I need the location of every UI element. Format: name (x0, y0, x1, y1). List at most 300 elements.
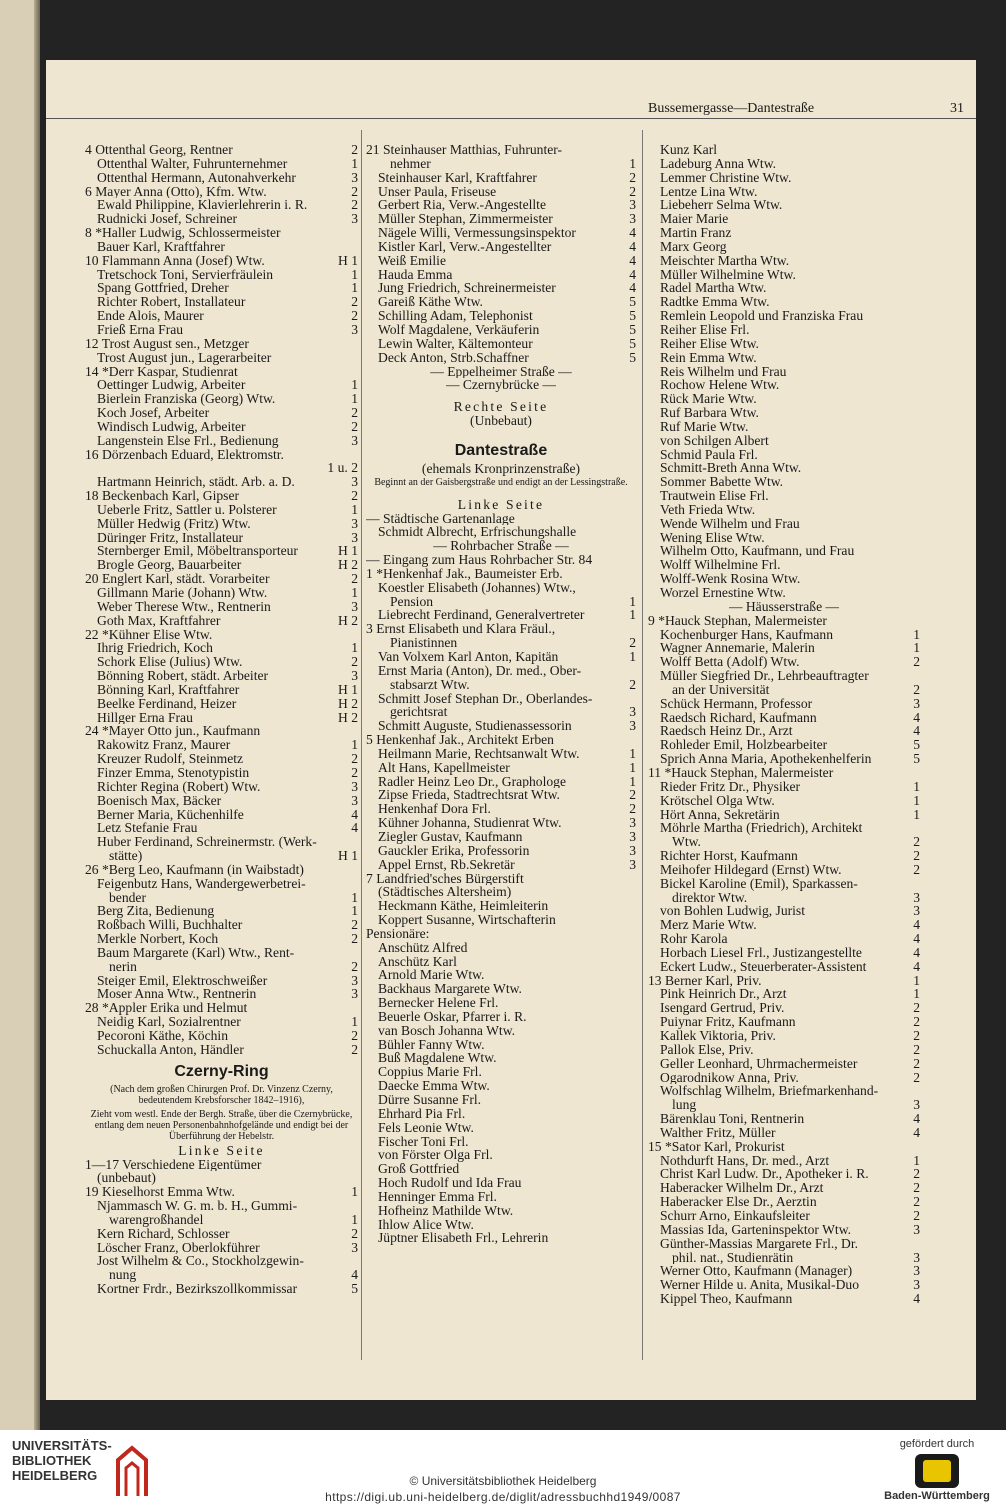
entry-text: Weiß Emilie (378, 253, 446, 268)
floor-number: 1 (351, 378, 358, 393)
entry-text: Ihlow Alice Wtw. (378, 1217, 474, 1232)
floor-number (633, 1038, 636, 1052)
directory-entry (85, 378, 358, 392)
entry-text: Kochenburger Hans, Kaufmann (660, 627, 834, 642)
floor-number (633, 567, 636, 581)
floor-number (917, 392, 920, 406)
floor-number: 2 (913, 1181, 920, 1196)
directory-entry (366, 198, 636, 212)
floor-number (355, 448, 358, 462)
entry-text: gerichtsrat (390, 705, 448, 720)
directory-entry (85, 628, 358, 642)
entry-text: Jüptner Elisabeth Frl., Lehrerin (378, 1231, 549, 1246)
left-page-edge (0, 0, 40, 1430)
directory-entry (366, 295, 636, 309)
directory-entry (366, 1121, 636, 1135)
floor-number (355, 724, 358, 738)
directory-entry (85, 863, 358, 877)
entry-text: Schmitt Auguste, Studienassessorin (378, 719, 572, 734)
floor-number: 5 (629, 295, 636, 310)
entry-text: Ende Alois, Maurer (97, 309, 204, 323)
directory-entry (648, 1071, 920, 1085)
directory-entry (85, 212, 358, 226)
floor-number: 2 (913, 655, 920, 670)
entry-text: Moser Anna Wtw., Rentnerin (97, 987, 257, 1002)
floor-number: 1 (351, 586, 358, 600)
directory-entry (366, 240, 636, 254)
column-divider (361, 130, 362, 1360)
floor-number (633, 692, 636, 706)
floor-number (917, 877, 920, 891)
floor-number: 1 (351, 1015, 358, 1029)
column-left (85, 143, 358, 1296)
entry-text: Lentze Lina Wtw. (660, 184, 758, 199)
directory-entry (366, 309, 636, 323)
floor-number: 2 (351, 572, 358, 586)
floor-number: 2 (913, 849, 920, 863)
floor-number: 2 (913, 1029, 920, 1043)
floor-number: 2 (913, 835, 920, 850)
entry-text: 18 Beckenbach Karl, Gipser (85, 489, 240, 503)
directory-entry (366, 567, 636, 581)
directory-entry (648, 254, 920, 268)
floor-number (917, 475, 920, 489)
floor-number: 3 (351, 433, 358, 448)
floor-number: 3 (913, 904, 920, 919)
floor-number: 3 (351, 1240, 358, 1255)
section-label-text: (ehemals Kronprinzenstraße) (421, 461, 581, 476)
directory-entry (648, 420, 920, 434)
floor-number (917, 821, 920, 835)
floor-number: 3 (913, 1222, 920, 1237)
floor-number: 2 (629, 802, 636, 817)
directory-entry (648, 738, 920, 752)
entry-text: Bierlein Franziska (Georg) Wtw. (97, 392, 276, 407)
spacer (366, 490, 636, 498)
floor-number (633, 1107, 636, 1121)
section-label (85, 1144, 358, 1158)
directory-entry (366, 844, 636, 858)
directory-entry (85, 835, 358, 849)
directory-entry (366, 802, 636, 816)
entry-text: Rudnicki Josef, Schreiner (97, 212, 238, 227)
floor-number (917, 558, 920, 572)
entry-text: Koppert Susanne, Wirtschafterin (378, 913, 556, 927)
directory-entry (366, 268, 636, 282)
directory-entry (648, 1029, 920, 1043)
entry-text: Weber Therese Wtw., Rentnerin (97, 599, 271, 614)
entry-text: Beelke Ferdinand, Heizer (97, 696, 237, 711)
floor-number: 1 (351, 392, 358, 407)
entry-text: Ehrhard Pia Frl. (378, 1106, 466, 1121)
entry-text: Ihrig Friedrich, Koch (97, 641, 213, 656)
entry-text: Löscher Franz, Oberlokführer (97, 1240, 260, 1255)
entry-text: Rohr Karola (660, 932, 728, 946)
directory-entry (648, 309, 920, 323)
floor-number (355, 835, 358, 849)
directory-entry (648, 475, 920, 489)
floor-number: 4 (629, 253, 636, 268)
floor-number: 4 (351, 821, 358, 836)
directory-entry (648, 1209, 920, 1223)
floor-number (633, 1121, 636, 1135)
copyright-notice: © Universitätsbibliothek Heidelberg (409, 1474, 597, 1488)
directory-entry (366, 226, 636, 240)
directory-entry (85, 517, 358, 531)
entry-text: 15 *Sator Karl, Prokurist (648, 1139, 785, 1154)
directory-entry (648, 960, 920, 974)
entry-text: 26 *Berg Leo, Kaufmann (in Waibstadt) (85, 862, 304, 877)
directory-entry (648, 1084, 920, 1098)
floor-number: 4 (629, 226, 636, 240)
floor-number: 1 (629, 650, 636, 664)
directory-entry (85, 891, 358, 905)
directory-entry (85, 683, 358, 697)
entry-text: Bärenklau Toni, Rentnerin (660, 1112, 805, 1126)
floor-number (917, 268, 920, 282)
entry-text: von Schilgen Albert (660, 433, 769, 448)
directory-entry (648, 1292, 920, 1306)
directory-entry (648, 1195, 920, 1209)
directory-entry (366, 525, 636, 539)
entry-text: 13 Berner Karl, Priv. (648, 973, 762, 988)
floor-number: H 1 (337, 544, 358, 559)
directory-entry (648, 711, 920, 725)
logo-line: BIBLIOTHEK (12, 1453, 92, 1468)
directory-entry (648, 268, 920, 282)
floor-number (633, 1190, 636, 1204)
floor-number: 4 (629, 267, 636, 282)
directory-entry (85, 1241, 358, 1255)
logo-line: UNIVERSITÄTS- (12, 1438, 112, 1453)
floor-number: 5 (351, 1282, 358, 1296)
entry-text: Merkle Norbert, Koch (97, 932, 219, 946)
floor-number: 2 (351, 1042, 358, 1057)
floor-number: H 2 (337, 710, 358, 725)
floor-number: 4 (913, 959, 920, 974)
entry-text: 16 Dörzenbach Eduard, Elektromstr. (85, 447, 284, 462)
entry-text: Heckmann Käthe, Heimleiterin (378, 899, 549, 914)
entry-text: Wolfschlag Wilhelm, Briefmarkenhand- (660, 1084, 879, 1099)
entry-text: Krötschel Olga Wtw. (660, 793, 775, 808)
entry-text: Hört Anna, Sekretärin (660, 807, 780, 822)
floor-number: 2 (351, 765, 358, 780)
entry-text: Wolff-Wenk Rosina Wtw. (660, 572, 801, 586)
directory-entry (85, 738, 358, 752)
floor-number (917, 337, 920, 351)
entry-text: Reiher Elise Frl. (660, 322, 750, 337)
floor-number (355, 226, 358, 240)
directory-entry (648, 641, 920, 655)
floor-number: 1 (351, 267, 358, 282)
section-label-text: Rechte Seite (453, 400, 549, 415)
entry-text: Müller Siegfried Dr., Lehrbeauftragter (660, 669, 869, 683)
floor-number: 3 (629, 829, 636, 844)
floor-number: 2 (913, 1208, 920, 1223)
directory-entry (366, 996, 636, 1010)
entry-text: Kern Richard, Schlosser (97, 1226, 230, 1241)
floor-number (633, 899, 636, 913)
floor-number: 5 (629, 336, 636, 351)
entry-text: 7 Landfried'sches Bürgerstift (366, 871, 524, 886)
floor-number: 3 (629, 705, 636, 720)
floor-number (355, 365, 358, 379)
floor-number (917, 198, 920, 212)
directory-entry (366, 927, 636, 941)
section-label-text: Linke Seite (178, 1143, 265, 1158)
floor-number: 2 (913, 1195, 920, 1209)
floor-number: 2 (913, 1070, 920, 1085)
floor-number: 2 (351, 198, 358, 213)
directory-entry (85, 1185, 358, 1199)
floor-number (917, 517, 920, 531)
directory-entry (85, 240, 358, 254)
directory-entry (648, 185, 920, 199)
directory-entry (648, 821, 920, 835)
directory-entry (648, 1015, 920, 1029)
floor-number: 1 (351, 641, 358, 656)
floor-number (917, 240, 920, 254)
floor-number (917, 323, 920, 337)
directory-entry (648, 780, 920, 794)
floor-number: 2 (351, 419, 358, 434)
column-middle (366, 143, 636, 1245)
floor-number: 4 (913, 932, 920, 946)
floor-number (917, 157, 920, 171)
floor-number: 4 (913, 1292, 920, 1306)
entry-text: Jost Wilhelm & Co., Stockholzgewin- (97, 1254, 304, 1269)
entry-text: Radler Heinz Leo Dr., Graphologe (378, 774, 566, 789)
directory-entry (366, 157, 636, 171)
entry-text: Richter Horst, Kaufmann (660, 849, 798, 863)
directory-entry (85, 226, 358, 240)
entry-text: 1 *Henkenhaf Jak., Baumeister Erb. (366, 566, 563, 581)
funder-name: Baden-Württemberg (884, 1490, 990, 1502)
directory-entry (85, 1001, 358, 1015)
entry-text: 11 *Hauck Stephan, Malermeister (648, 765, 834, 780)
floor-number (917, 461, 920, 475)
floor-number: 1 (351, 502, 358, 517)
floor-number: 1 (913, 641, 920, 656)
entry-text: Ottenthal Walter, Fuhrunternehmer (97, 156, 288, 171)
floor-number: 1 (629, 594, 636, 609)
floor-number (633, 143, 636, 157)
floor-number: H 1 (337, 253, 358, 268)
floor-number (917, 1140, 920, 1154)
entry-text: warengroßhandel (109, 1212, 204, 1227)
directory-entry (85, 558, 358, 572)
directory-entry (85, 489, 358, 503)
directory-entry (85, 1029, 358, 1043)
entry-text: Trautwein Elise Frl. (660, 489, 769, 503)
floor-number (355, 863, 358, 877)
floor-number (917, 434, 920, 448)
floor-number (633, 553, 636, 567)
entry-text: 1—17 Verschiedene Eigentümer (85, 1157, 262, 1172)
directory-entry (85, 974, 358, 988)
entry-text: Worzel Ernestine Wtw. (660, 586, 786, 600)
floor-number (633, 1079, 636, 1093)
floor-number (355, 628, 358, 642)
floor-number (917, 254, 920, 268)
floor-number (633, 1051, 636, 1065)
entry-text: Kortner Frdr., Bezirkszollkommissar (97, 1282, 298, 1296)
entry-text: Kühner Johanna, Studienrat Wtw. (378, 816, 562, 830)
directory-entry (366, 254, 636, 268)
directory-entry (366, 323, 636, 337)
floor-number: 3 (629, 857, 636, 872)
entry-text: Martin Franz (660, 226, 732, 240)
directory-entry (648, 904, 920, 918)
floor-number (917, 309, 920, 323)
directory-entry (366, 608, 636, 622)
entry-text: — Eingang zum Haus Rohrbacher Str. 84 (366, 553, 593, 567)
floor-number (355, 1171, 358, 1185)
floor-number: 1 (351, 1212, 358, 1227)
entry-text: Walther Fritz, Müller (660, 1125, 776, 1140)
directory-entry (648, 987, 920, 1001)
floor-number: 4 (913, 1125, 920, 1140)
floor-number: 1 u. 2 (327, 461, 358, 476)
floor-number: 2 (351, 489, 358, 503)
entry-text: Letz Stefanie Frau (97, 821, 198, 836)
entry-text: Müller Stephan, Zimmermeister (378, 212, 553, 227)
floor-number (633, 968, 636, 982)
floor-number: H 2 (337, 696, 358, 711)
directory-entry (648, 614, 920, 628)
floor-number: 3 (351, 475, 358, 490)
directory-entry (85, 1158, 358, 1172)
entry-text: Nägele Willi, Vermessungsinspektor (378, 226, 576, 240)
entry-text: Pecoroni Käthe, Köchin (97, 1029, 228, 1043)
floor-number: 4 (913, 918, 920, 933)
entry-text: Rein Emma Wtw. (660, 350, 757, 365)
entry-text: Boenisch Max, Bäcker (97, 793, 222, 808)
directory-entry (85, 448, 358, 462)
entry-text: Wtw. (672, 835, 701, 850)
directory-entry (85, 808, 358, 822)
directory-entry (366, 858, 636, 872)
entry-text: Ogarodnikow Anna, Priv. (660, 1070, 799, 1085)
directory-entry (648, 655, 920, 669)
floor-number: 2 (351, 959, 358, 974)
directory-entry (648, 406, 920, 420)
floor-number (355, 1001, 358, 1015)
entry-text: 10 Flammann Anna (Josef) Wtw. (85, 253, 265, 268)
floor-number: 5 (913, 752, 920, 766)
entry-text: Goth Max, Kraftfahrer (97, 613, 221, 628)
entry-text: Njammasch W. G. m. b. H., Gummi- (97, 1199, 298, 1213)
floor-number (633, 872, 636, 886)
street-heading: Czerny-Ring (174, 1062, 269, 1080)
directory-entry (648, 337, 920, 351)
floor-number: 3 (629, 719, 636, 734)
floor-number: 2 (351, 1029, 358, 1043)
floor-number (917, 489, 920, 503)
directory-entry (366, 1190, 636, 1204)
column-divider (642, 130, 643, 1360)
floor-number: H 2 (337, 613, 358, 628)
entry-text: Raedsch Heinz Dr., Arzt (660, 724, 793, 739)
entry-text: Wilhelm Otto, Kaufmann, und Frau (660, 544, 855, 559)
entry-text: Kallek Viktoria, Priv. (660, 1029, 776, 1043)
entry-text: Ladeburg Anna Wtw. (660, 156, 777, 171)
entry-text: Isengard Gertrud, Priv. (660, 1001, 785, 1016)
permalink-url[interactable]: https://digi.ub.uni-heidelberg.de/diglit/adressbuchhd1949/0087 (325, 1490, 681, 1504)
running-head-title: Bussemergasse—Dantestraße (648, 101, 815, 116)
floor-number: 3 (629, 816, 636, 830)
floor-number (633, 927, 636, 941)
entry-text: Deck Anton, Strb.Schaffner (378, 350, 529, 365)
floor-number (917, 766, 920, 780)
directory-entry (648, 1126, 920, 1140)
floor-number: 2 (629, 184, 636, 199)
floor-number: 3 (629, 198, 636, 213)
floor-number: 2 (351, 143, 358, 157)
directory-entry (85, 323, 358, 337)
entry-text: Gillmann Marie (Johann) Wtw. (97, 586, 268, 600)
floor-number: 1 (629, 760, 636, 775)
floor-number: 2 (629, 677, 636, 692)
entry-text: Arnold Marie Wtw. (378, 968, 485, 983)
directory-entry (648, 628, 920, 642)
entry-text: Spang Gottfried, Dreher (97, 281, 229, 296)
street-note: Zieht vom westl. Ende der Bergh. Straße, über die Czernybrücke, entlang dem neuen Personenbahnhofgelände und endigt bei der Überführung der Hebelstr. (90, 1108, 353, 1142)
entry-text: Schmidt Albrecht, Erfrischungshalle (378, 525, 577, 540)
floor-number: 4 (913, 724, 920, 739)
entry-text: Puiynar Fritz, Kaufmann (660, 1015, 796, 1029)
floor-number: 3 (913, 1278, 920, 1293)
floor-number: 3 (629, 212, 636, 227)
floor-number (355, 240, 358, 254)
entry-text: Schück Hermann, Professor (660, 696, 813, 711)
entry-text: direktor Wtw. (672, 890, 748, 905)
floor-number: 3 (913, 1098, 920, 1113)
floor-number (917, 281, 920, 295)
entry-text: 4 Ottenthal Georg, Rentner (85, 143, 233, 157)
entry-text: bender (109, 890, 146, 905)
directory-entry (648, 669, 920, 683)
floor-number: 5 (629, 322, 636, 337)
directory-entry (85, 351, 358, 365)
directory-entry (366, 1024, 636, 1038)
directory-entry (85, 268, 358, 282)
floor-number: 3 (913, 1264, 920, 1279)
floor-number: 2 (351, 295, 358, 310)
entry-text: Koestler Elisabeth (Johannes) Wtw., (378, 580, 576, 595)
directory-entry (85, 143, 358, 157)
floor-number (917, 544, 920, 558)
floor-number (633, 885, 636, 899)
floor-number: 3 (351, 516, 358, 531)
entry-text: nung (109, 1268, 137, 1283)
directory-entry (648, 157, 920, 171)
floor-number: 1 (913, 973, 920, 988)
floor-number (355, 877, 358, 891)
section-label (366, 539, 636, 553)
floor-number (633, 664, 636, 678)
floor-number: H 1 (337, 849, 358, 863)
directory-entry (648, 378, 920, 392)
directory-entry (648, 434, 920, 448)
section-label (648, 600, 920, 614)
entry-text: Ewald Philippine, Klavierlehrerin i. R. (97, 198, 308, 213)
directory-entry (85, 1213, 358, 1227)
footer (0, 1430, 1006, 1506)
directory-entry (366, 1107, 636, 1121)
directory-entry (648, 226, 920, 240)
directory-entry (85, 1171, 358, 1185)
